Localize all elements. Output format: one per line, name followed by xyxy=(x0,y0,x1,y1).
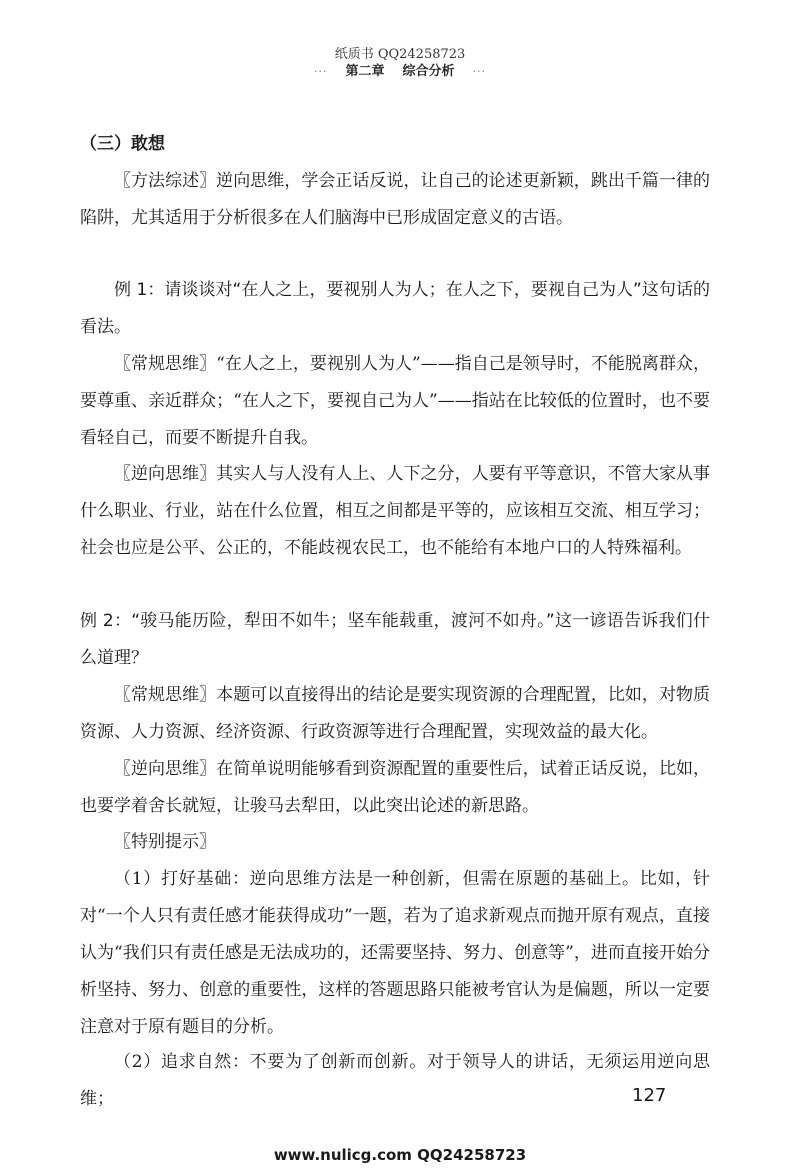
example-2-reverse: 〖逆向思维〗在简单说明能够看到资源配置的重要性后，试着正话反说，比如，也要学着舍长就短，让骏马去犁田，以此突出论述的新思路。 xyxy=(80,759,710,816)
special-tips-label: 〖特别提示〗 xyxy=(114,832,216,852)
page-number: 127 xyxy=(632,1085,667,1106)
example-2-question: 例 2：“骏马能历险，犁田不如牛；坚车能载重，渡河不如舟。”这一谚语告诉我们什么道理？ xyxy=(80,611,710,668)
example-1-conventional: 〖常规思维〗“在人之上，要视别人为人”——指自己是领导时，不能脱离群众，要尊重、亲近群众；“在人之下，要视自己为人”——指站在比较低的位置时，也不要看轻自己，而要不断提升自我。 xyxy=(80,354,710,448)
header-watermark: 纸质书 QQ24258723 xyxy=(334,47,466,62)
chapter-title: 综合分析 xyxy=(402,64,455,79)
example-1-reverse: 〖逆向思维〗其实人与人没有人上、人下之分，人要有平等意识，不管大家从事什么职业、行业，站在什么位置，相互之间都是平等的，应该相互交流、相互学习；社会也应是公平、公正的，不能歧视农民工，也不能给有本地户口的人特殊福利。 xyxy=(80,464,710,558)
header-dots-right: ··· xyxy=(472,65,487,78)
header-dots-left: ··· xyxy=(313,65,328,78)
running-header xyxy=(0,60,800,79)
chapter-number: 第二章 xyxy=(345,64,385,79)
method-summary: 〖方法综述〗逆向思维，学会正话反说，让自己的论述更新颖，跳出千篇一律的陷阱，尤其适用于分析很多在人们脑海中已形成固定意义的古语。 xyxy=(80,171,710,228)
example-2-conventional: 〖常规思维〗本题可以直接得出的结论是要实现资源的合理配置，比如，对物质资源、人力资源、经济资源、行政资源等进行合理配置，实现效益的最大化。 xyxy=(80,685,710,742)
tip-item-1: （1）打好基础：逆向思维方法是一种创新，但需在原题的基础上。比如，针对“一个人只有责任感才能获得成功”一题，若为了追求新观点而抛开原有观点，直接认为“我们只有责任感是无法成功的，还需要坚持、努力、创意等”，进而直接开始分析坚持、努力、创意的重要性，这样的答题思路只能被考官认为是偏题，所以一定要注意对于原有题目的分析。 xyxy=(80,869,710,1037)
section-heading: （三）敢想 xyxy=(80,134,165,154)
footer-watermark: www.nulicg.com QQ24258723 xyxy=(273,1146,527,1164)
example-1-question: 例 1：请谈谈对“在人之上，要视别人为人；在人之下，要视自己为人”这句话的看法。 xyxy=(80,280,710,337)
tip-item-2: （2）追求自然：不要为了创新而创新。对于领导人的讲话，无须运用逆向思维； xyxy=(80,1052,710,1109)
